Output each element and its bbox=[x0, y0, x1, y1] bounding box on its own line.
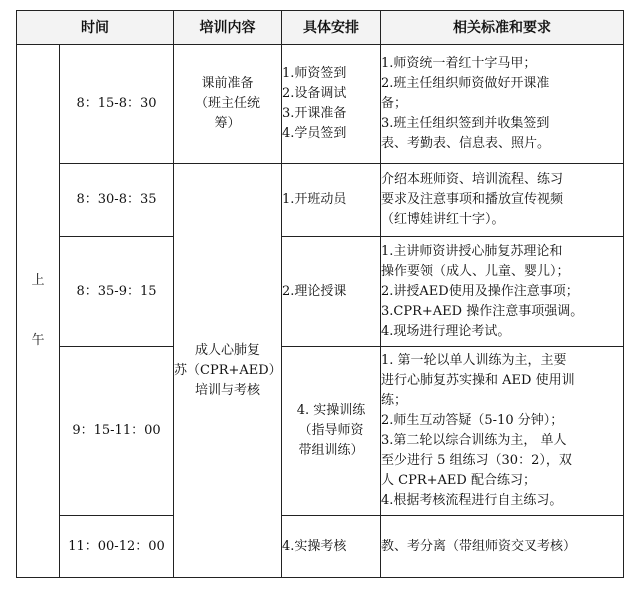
requirement-line: 2.班主任组织师资做好开课准 bbox=[381, 76, 550, 91]
arrangement-line: 2.设备调试 bbox=[282, 86, 347, 101]
header-time: 时间 bbox=[17, 11, 174, 45]
arrangement-line: 3.开课准备 bbox=[282, 106, 347, 121]
content-cell-merged bbox=[174, 164, 282, 578]
arrangement-line: 1.师资签到 bbox=[282, 66, 347, 81]
arrangement-line: 带组训练） bbox=[298, 443, 364, 458]
time-cell: 11：00-12：00 bbox=[60, 516, 174, 578]
requirements-cell bbox=[381, 45, 624, 164]
requirement-line: 至少进行 5 组练习（30：2），双 bbox=[381, 453, 572, 468]
header-content: 培训内容 bbox=[174, 11, 282, 45]
requirement-line: 进行心肺复苏实操和 AED 使用训 bbox=[381, 373, 575, 388]
requirement-line: 3.班主任组织签到并收集签到 bbox=[381, 116, 550, 131]
table-row bbox=[17, 45, 624, 164]
requirements-cell bbox=[381, 516, 624, 578]
arrangement-cell bbox=[282, 347, 381, 516]
arrangement-cell bbox=[282, 164, 381, 237]
arrangement-line: 4.学员签到 bbox=[282, 126, 347, 141]
requirement-line: （红博娃讲红十字）。 bbox=[381, 212, 505, 227]
requirement-line: 3.CPR+AED 操作注意事项强调。 bbox=[381, 303, 584, 319]
table-row bbox=[17, 237, 624, 347]
content-cell bbox=[174, 45, 282, 164]
training-schedule-table bbox=[16, 10, 624, 578]
requirement-line: 4.根据考核流程进行自主练习。 bbox=[381, 493, 563, 508]
arrangement-cell bbox=[282, 516, 381, 578]
requirement-line: 2.师生互动答疑（5-10 分钟）； bbox=[381, 413, 564, 428]
time-cell: 8：30-8：35 bbox=[60, 164, 174, 237]
requirement-line: 教、考分离（带组师资交叉考核） bbox=[381, 538, 577, 554]
header-requirements: 相关标准和要求 bbox=[381, 11, 624, 45]
requirement-line: 1.主讲师资讲授心肺复苏理论和 bbox=[381, 243, 563, 259]
header-row bbox=[17, 11, 624, 45]
arrangement-line: （指导师资 bbox=[298, 423, 364, 438]
arrangement-line: 4.实操考核 bbox=[282, 538, 347, 554]
content-line: 成人心肺复 bbox=[194, 342, 260, 358]
content-line: 课前准备 bbox=[201, 76, 254, 91]
time-cell: 9：15-11：00 bbox=[60, 347, 174, 516]
requirement-line: 练； bbox=[381, 393, 408, 408]
requirements-cell bbox=[381, 347, 624, 516]
requirement-line: 表、考勤表、信息表、照片。 bbox=[381, 136, 551, 151]
arrangement-line: 2.理论授课 bbox=[282, 283, 347, 299]
arrangement-line: 1.开班动员 bbox=[282, 192, 347, 207]
time-cell: 8：15-8：30 bbox=[60, 45, 174, 164]
time-cell: 8：35-9：15 bbox=[60, 237, 174, 347]
requirement-line: 1.师资统一着红十字马甲； bbox=[381, 56, 537, 71]
arrangement-cell bbox=[282, 45, 381, 164]
period-cell bbox=[17, 45, 60, 578]
arrangement-line: 4. 实操训练 bbox=[296, 403, 366, 418]
content-line: 苏（CPR+AED） bbox=[174, 362, 282, 378]
requirement-line: 4.现场进行理论考试。 bbox=[381, 323, 511, 339]
content-line: 培训与考核 bbox=[194, 382, 260, 398]
header-arrangement: 具体安排 bbox=[282, 11, 381, 45]
period-char: 上 bbox=[31, 273, 45, 288]
period-char: 午 bbox=[31, 333, 45, 348]
content-line: （班主任统 bbox=[194, 96, 260, 111]
requirement-line: 操作要领（成人、儿童、婴儿）； bbox=[381, 263, 570, 279]
requirement-line: 要求及注意事项和播放宣传视频 bbox=[381, 192, 564, 207]
requirement-line: 人 CPR+AED 配合练习； bbox=[381, 473, 536, 488]
requirement-line: 备； bbox=[381, 96, 408, 111]
requirement-line: 3.第二轮以综合训练为主， 单人 bbox=[381, 433, 567, 448]
table-row bbox=[17, 347, 624, 516]
requirement-line: 介绍本班师资、培训流程、练习 bbox=[381, 172, 564, 187]
table-row bbox=[17, 164, 624, 237]
arrangement-cell bbox=[282, 237, 381, 347]
table-row bbox=[17, 516, 624, 578]
content-line: 筹） bbox=[214, 116, 241, 131]
requirements-cell bbox=[381, 164, 624, 237]
requirement-line: 2.讲授AED使用及操作注意事项； bbox=[381, 283, 579, 299]
requirement-line: 1. 第一轮以单人训练为主，主要 bbox=[381, 353, 567, 368]
requirements-cell bbox=[381, 237, 624, 347]
